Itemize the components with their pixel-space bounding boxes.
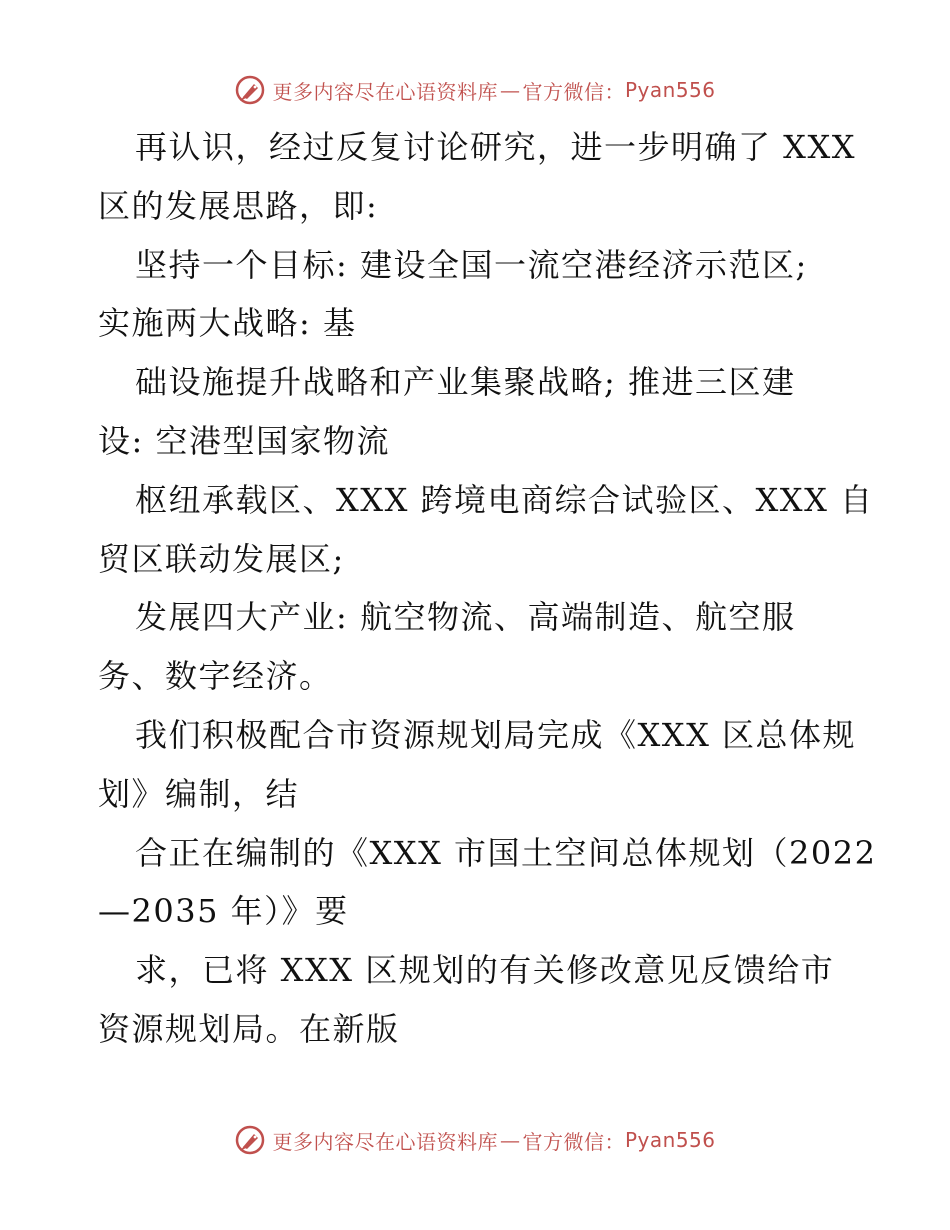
- text-line: 设: 空港型国家物流: [98, 421, 390, 460]
- text-line: 实施两大战略: 基: [98, 304, 357, 343]
- watermark-suffix: 官方微信：: [522, 1129, 625, 1154]
- text-line: —2035 年）》要: [98, 892, 349, 931]
- text-line: 再认识，经过反复讨论研究，进一步明确了 XXX: [135, 128, 857, 166]
- watermark-suffix: 官方微信：: [522, 79, 625, 104]
- text-line: 区的发展思路，即:: [98, 186, 379, 225]
- watermark-footer: [0, 1120, 950, 1160]
- text-line: 我们积极配合市资源规划局完成《XXX 区总体规: [135, 715, 857, 754]
- text-line: 坚持一个目标: 建设全国一流空港经济示范区;: [135, 245, 808, 284]
- watermark-main-text: 更多内容尽在心语资料库: [272, 1129, 498, 1154]
- text-line: 贸区联动发展区;: [98, 539, 345, 578]
- text-line: 枢纽承载区、XXX 跨境电商综合试验区、XXX 自: [135, 480, 874, 519]
- watermark-wechat-id: Pyan556: [624, 1128, 716, 1152]
- text-line: 资源规划局。在新版: [98, 1009, 400, 1048]
- text-line: 合正在编制的《XXX 市国土空间总体规划（2022: [135, 833, 877, 872]
- watermark-dash: —: [499, 78, 521, 102]
- text-line: 划》编制，结: [98, 774, 300, 813]
- watermark-dash: —: [499, 1128, 521, 1152]
- watermark-wechat-id: Pyan556: [624, 78, 716, 102]
- text-line: 求，已将 XXX 区规划的有关修改意见反馈给市: [135, 951, 835, 990]
- watermark-header: [0, 70, 950, 110]
- text-line: 础设施提升战略和产业集聚战略; 推进三区建: [135, 363, 796, 402]
- document-body: [98, 118, 877, 1059]
- watermark-main-text: 更多内容尽在心语资料库: [272, 79, 498, 104]
- pen-nib-logo-icon: [234, 1124, 266, 1156]
- text-line: 务、数字经济。: [98, 657, 333, 696]
- pen-nib-logo-icon: [234, 74, 266, 106]
- text-line: 发展四大产业: 航空物流、高端制造、航空服: [135, 598, 796, 637]
